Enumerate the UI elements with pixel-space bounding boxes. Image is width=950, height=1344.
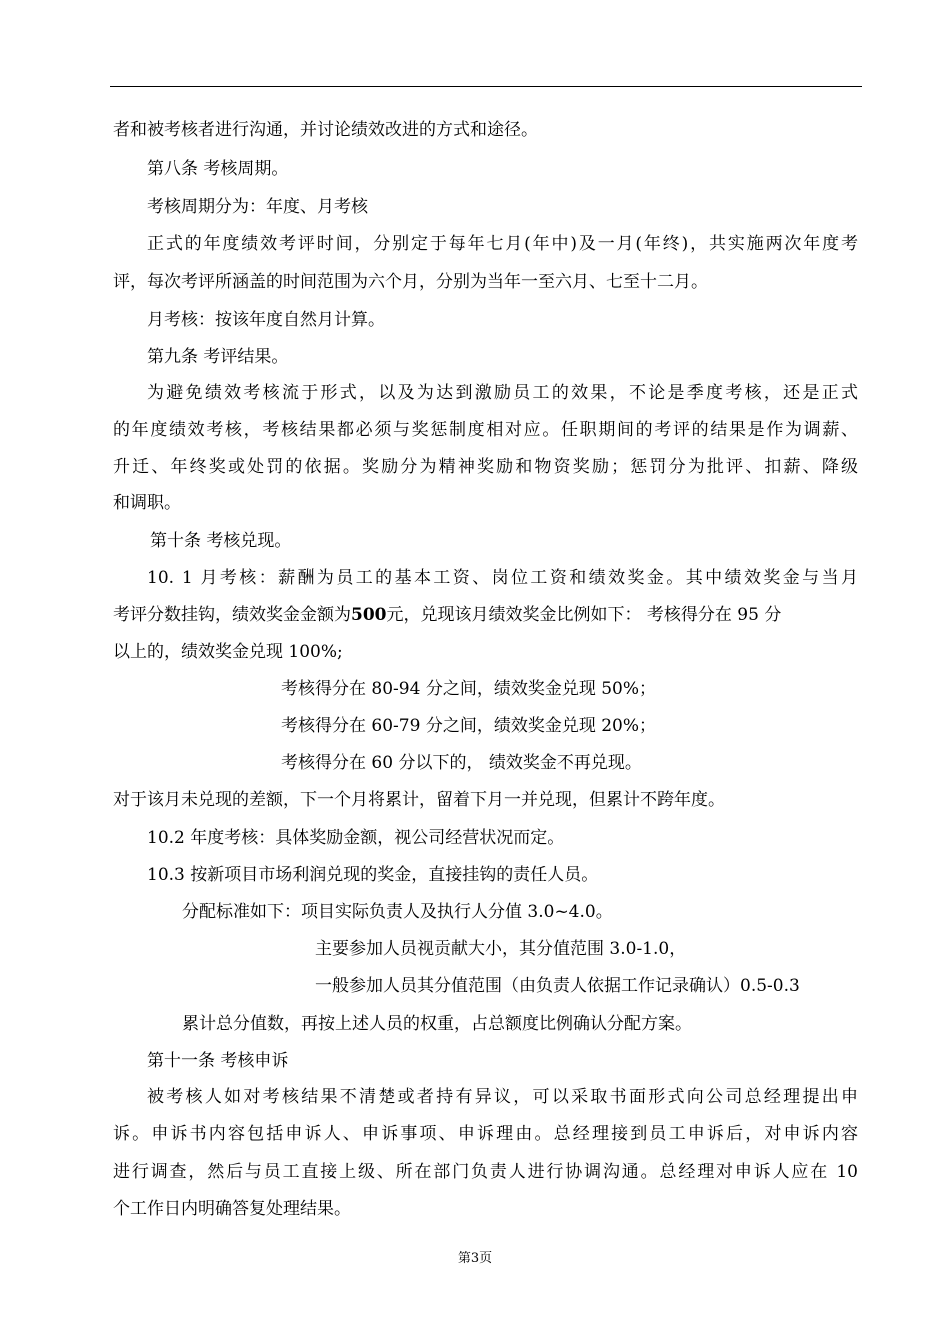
paragraph-line: 一般参加人员其分值范围（由负责人依据工作记录确认）0.5-0.3 bbox=[315, 976, 800, 996]
article-10-heading: 第十条 考核兑现。 bbox=[150, 531, 292, 551]
paragraph-line: 个工作日内明确答复处理结果。 bbox=[113, 1199, 351, 1219]
paragraph-line: 月考核：按该年度自然月计算。 bbox=[147, 310, 385, 330]
paragraph-line: 分配标准如下：项目实际负责人及执行人分值 3.0~4.0。 bbox=[182, 902, 613, 922]
paragraph-line: 10.2 年度考核：具体奖励金额，视公司经营状况而定。 bbox=[147, 828, 565, 848]
paragraph-line: 10.3 按新项目市场利润兑现的奖金，直接挂钩的责任人员。 bbox=[147, 865, 599, 885]
paragraph-line: 诉。申诉书内容包括申诉人、申诉事项、申诉理由。总经理接到员工申诉后，对申诉内容 bbox=[113, 1124, 858, 1144]
paragraph-line: 累计总分值数，再按上述人员的权重，占总额度比例确认分配方案。 bbox=[182, 1014, 692, 1034]
paragraph-line: 为避免绩效考核流于形式，以及为达到激励员工的效果，不论是季度考核，还是正式 bbox=[147, 383, 858, 403]
paragraph-line: 10. 1 月考核：薪酬为员工的基本工资、岗位工资和绩效奖金。其中绩效奖金与当月 bbox=[147, 568, 858, 588]
score-tier-line: 考核得分在 60 分以下的， 绩效奖金不再兑现。 bbox=[281, 753, 642, 773]
score-tier-line: 考核得分在 80-94 分之间，绩效奖金兑现 50%； bbox=[281, 679, 657, 699]
score-tier-line: 考核得分在 60-79 分之间，绩效奖金兑现 20%； bbox=[281, 716, 657, 736]
text-segment: 考评分数挂钩，绩效奖金金额为 bbox=[113, 605, 351, 625]
paragraph-line: 正式的年度绩效考评时间，分别定于每年七月(年中)及一月(年终)，共实施两次年度考 bbox=[147, 234, 858, 254]
paragraph-line: 和调职。 bbox=[113, 493, 181, 513]
article-8-heading: 第八条 考核周期。 bbox=[147, 159, 289, 179]
header-rule bbox=[110, 86, 862, 87]
article-9-heading: 第九条 考评结果。 bbox=[147, 347, 289, 367]
paragraph-line: 被考核人如对考核结果不清楚或者持有异议，可以采取书面形式向公司总经理提出申 bbox=[147, 1087, 858, 1107]
paragraph-line: 升迁、年终奖或处罚的依据。奖励分为精神奖励和物资奖励；惩罚分为批评、扣薪、降级 bbox=[113, 457, 858, 477]
paragraph-line: 的年度绩效考核，考核结果都必须与奖惩制度相对应。任职期间的考评的结果是作为调薪、 bbox=[113, 420, 858, 440]
paragraph-line bbox=[113, 603, 781, 627]
article-11-heading: 第十一条 考核申诉 bbox=[147, 1051, 289, 1071]
page-number: 第3页 bbox=[457, 1251, 493, 1266]
paragraph-line: 以上的，绩效奖金兑现 100%; bbox=[113, 642, 343, 662]
paragraph-line: 者和被考核者进行沟通，并讨论绩效改进的方式和途径。 bbox=[113, 120, 538, 140]
paragraph-line: 对于该月未兑现的差额，下一个月将累计，留着下月一并兑现，但累计不跨年度。 bbox=[113, 790, 725, 810]
paragraph-line: 考核周期分为：年度、月考核 bbox=[147, 197, 368, 217]
paragraph-line: 主要参加人员视贡献大小，其分值范围 3.0-1.0， bbox=[315, 939, 687, 959]
paragraph-line: 进行调查，然后与员工直接上级、所在部门负责人进行协调沟通。总经理对申诉人应在 10 bbox=[113, 1162, 858, 1182]
paragraph-line: 评，每次考评所涵盖的时间范围为六个月，分别为当年一至六月、七至十二月。 bbox=[113, 272, 708, 292]
text-segment: 元，兑现该月绩效奖金比例如下： 考核得分在 95 分 bbox=[386, 605, 782, 625]
bonus-amount: 500 bbox=[351, 605, 387, 625]
